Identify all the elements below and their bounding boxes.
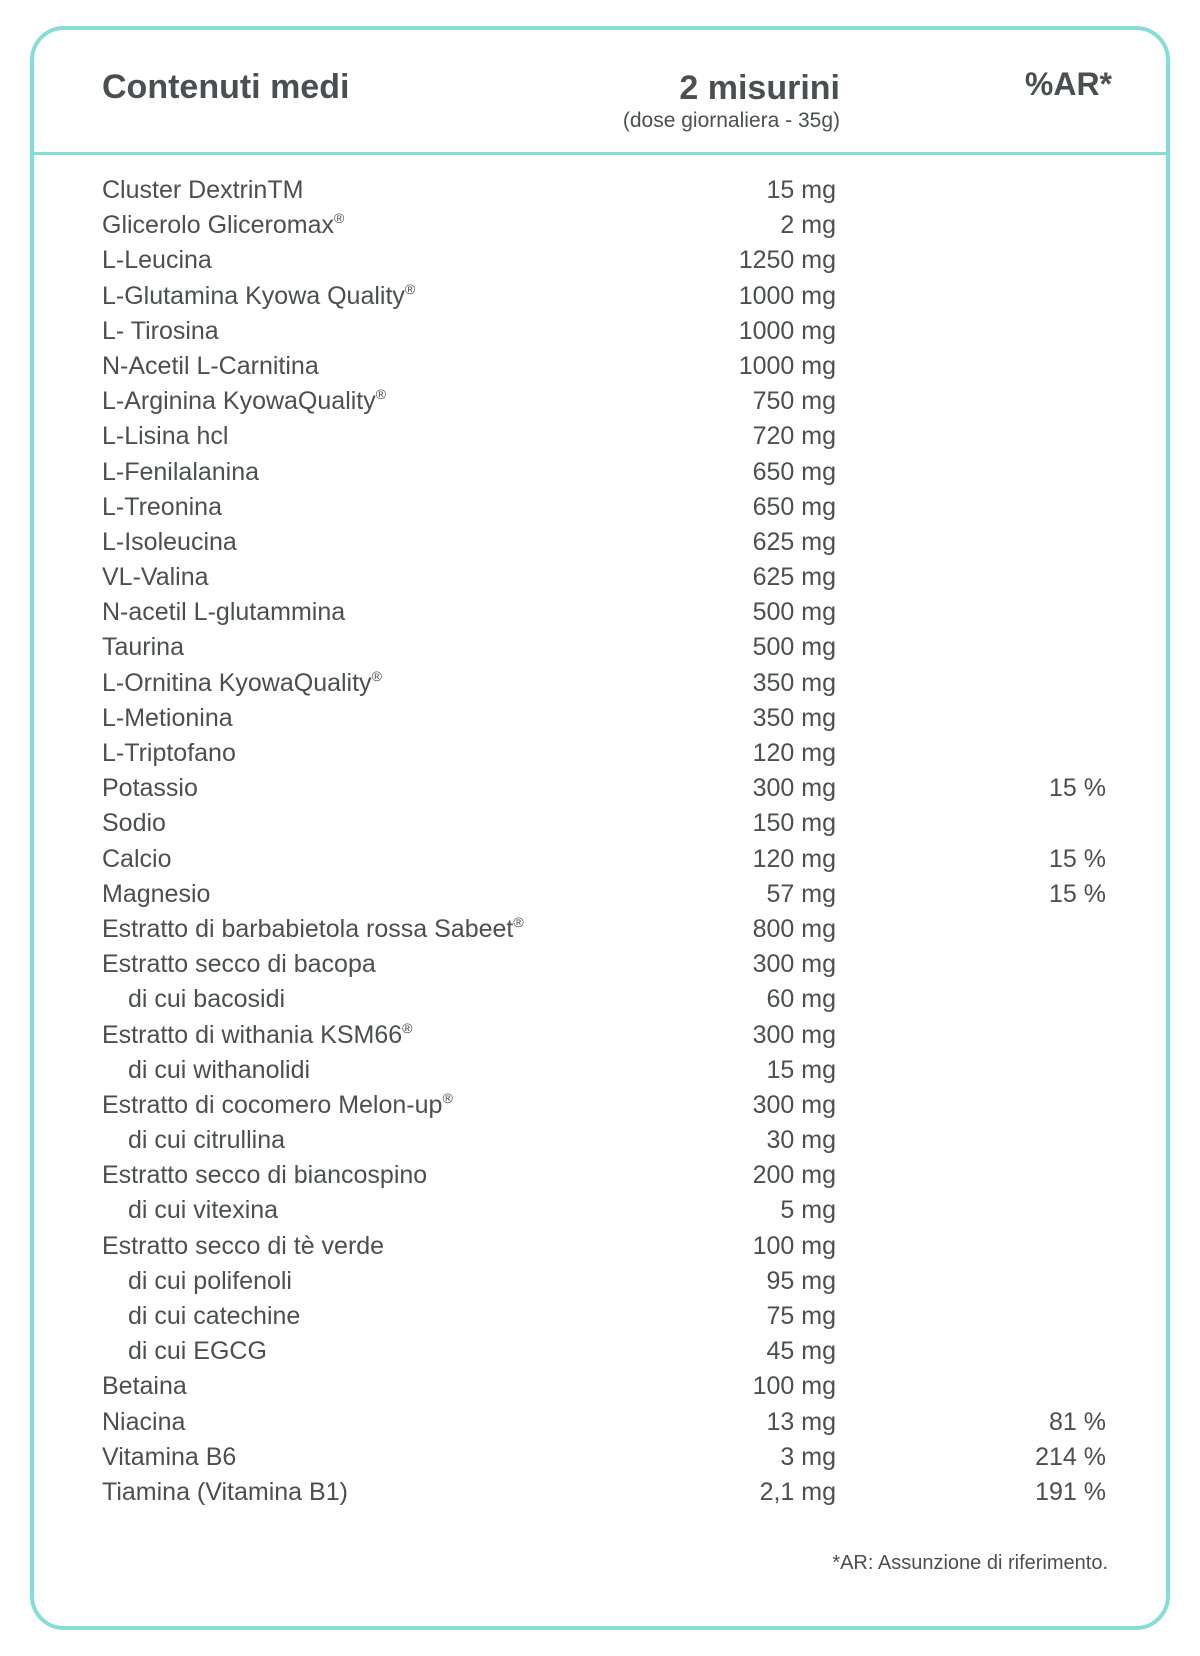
table-row bbox=[34, 630, 1166, 665]
ingredient-ar: 214 % bbox=[1035, 1442, 1106, 1471]
ingredient-ar: 81 % bbox=[1049, 1407, 1106, 1436]
table-row bbox=[34, 349, 1166, 384]
ingredient-name-text: L-Isoleucina bbox=[102, 527, 237, 556]
ingredient-name-text: L-Arginina KyowaQuality bbox=[102, 387, 376, 416]
ingredient-ar: 15 % bbox=[1049, 844, 1106, 873]
ingredient-amount: 200 mg bbox=[752, 1161, 836, 1190]
ingredient-amount: 120 mg bbox=[752, 739, 836, 767]
table-row bbox=[34, 806, 1166, 841]
ingredient-amount: 500 mg bbox=[752, 598, 836, 627]
ingredient-ar: 191 % bbox=[1035, 1477, 1106, 1506]
table-row bbox=[34, 771, 1166, 806]
ingredient-amount: 1000 mg bbox=[738, 351, 836, 380]
nutrition-table-panel bbox=[30, 26, 1170, 1630]
registered-mark: ® bbox=[513, 913, 524, 930]
ingredient-amount: 720 mg bbox=[752, 422, 836, 451]
registered-mark: ® bbox=[371, 667, 382, 684]
table-body bbox=[34, 173, 1166, 1510]
ingredient-name bbox=[102, 630, 184, 665]
ingredient-amount: 75 mg bbox=[766, 1302, 836, 1330]
ingredient-amount: 15 mg bbox=[766, 176, 836, 204]
ingredient-name bbox=[102, 208, 344, 243]
ingredient-name-text: L-Lisina hcl bbox=[102, 422, 229, 451]
ingredient-name-text: di cui EGCG bbox=[128, 1337, 267, 1366]
ingredient-amount: 350 mg bbox=[752, 703, 836, 732]
registered-mark: ® bbox=[404, 280, 416, 297]
table-row bbox=[34, 1440, 1166, 1475]
table-row bbox=[34, 455, 1166, 490]
ingredient-amount: 350 mg bbox=[752, 668, 836, 697]
table-row bbox=[34, 842, 1166, 877]
footnote: *AR: Assunzione di riferimento. bbox=[832, 1552, 1108, 1574]
table-row bbox=[34, 1158, 1166, 1193]
ingredient-amount: 2 mg bbox=[780, 211, 836, 240]
ingredient-name bbox=[128, 1193, 278, 1228]
table-row bbox=[34, 1229, 1166, 1264]
ingredient-name bbox=[128, 1053, 310, 1088]
table-row bbox=[34, 525, 1166, 560]
ingredient-name bbox=[128, 1299, 300, 1334]
table-row bbox=[34, 1405, 1166, 1440]
ingredient-amount: 1000 mg bbox=[738, 281, 836, 310]
ingredient-amount: 100 mg bbox=[752, 1231, 836, 1260]
header-amount-label: 2 misurini bbox=[679, 69, 840, 107]
ingredient-ar: 15 % bbox=[1049, 879, 1106, 908]
ingredient-name bbox=[102, 314, 219, 349]
ingredient-ar: 15 % bbox=[1049, 774, 1106, 803]
table-row bbox=[34, 1334, 1166, 1369]
ingredient-name-text: L- Tirosina bbox=[102, 316, 219, 345]
ingredient-amount: 500 mg bbox=[752, 633, 836, 662]
ingredient-name-text: L-Leucina bbox=[102, 246, 212, 275]
registered-mark: ® bbox=[375, 386, 387, 403]
table-row bbox=[34, 490, 1166, 525]
ingredient-name bbox=[102, 1405, 185, 1440]
table-row bbox=[34, 982, 1166, 1017]
table-row bbox=[34, 243, 1166, 278]
table-row bbox=[34, 384, 1166, 419]
table-row bbox=[34, 1299, 1166, 1334]
ingredient-name-text: N-Acetil L-Carnitina bbox=[102, 351, 319, 380]
ingredient-name-text: Cluster DextrinTM bbox=[102, 176, 304, 204]
table-row bbox=[34, 1475, 1166, 1510]
ingredient-name bbox=[102, 1369, 187, 1404]
table-row bbox=[34, 1264, 1166, 1299]
ingredient-name-text: Potassio bbox=[102, 774, 198, 803]
ingredient-name bbox=[102, 243, 212, 278]
ingredient-amount: 800 mg bbox=[752, 914, 836, 943]
ingredient-name-text: L-Glutamina Kyowa Quality bbox=[102, 281, 405, 310]
ingredient-name bbox=[102, 384, 386, 419]
ingredient-amount: 57 mg bbox=[766, 879, 836, 908]
registered-mark: ® bbox=[334, 210, 345, 227]
ingredient-name bbox=[102, 877, 210, 912]
ingredient-name bbox=[102, 1018, 412, 1053]
ingredient-amount: 750 mg bbox=[752, 387, 836, 416]
ingredient-amount: 650 mg bbox=[752, 457, 836, 486]
ingredient-amount: 300 mg bbox=[752, 950, 836, 979]
ingredient-name bbox=[102, 595, 345, 630]
ingredient-name-text: di cui bacosidi bbox=[128, 985, 286, 1014]
header-amount bbox=[623, 68, 840, 134]
ingredient-amount: 3 mg bbox=[780, 1442, 836, 1471]
table-row bbox=[34, 314, 1166, 349]
ingredient-amount: 30 mg bbox=[766, 1126, 836, 1155]
ingredient-amount: 45 mg bbox=[766, 1337, 836, 1366]
table-row bbox=[34, 736, 1166, 771]
ingredient-amount: 1000 mg bbox=[738, 316, 836, 345]
ingredient-name bbox=[128, 1334, 267, 1369]
table-row bbox=[34, 701, 1166, 736]
ingredient-name-text: Glicerolo Gliceromax bbox=[102, 211, 335, 240]
ingredient-name-text: di cui vitexina bbox=[128, 1196, 279, 1225]
ingredient-name bbox=[102, 842, 171, 877]
ingredient-name bbox=[128, 982, 285, 1017]
table-row bbox=[34, 912, 1166, 947]
table-row bbox=[34, 1123, 1166, 1158]
ingredient-amount: 300 mg bbox=[752, 774, 836, 803]
ingredient-name bbox=[102, 1475, 348, 1510]
ingredient-name-text: Betaina bbox=[102, 1372, 187, 1401]
ingredient-name-text: Estratto di barbabietola rossa Sabeet bbox=[102, 914, 514, 943]
ingredient-name-text: Calcio bbox=[102, 844, 172, 873]
ingredient-amount: 95 mg bbox=[766, 1266, 836, 1295]
ingredient-name bbox=[102, 455, 259, 490]
ingredient-name-text: Magnesio bbox=[102, 879, 211, 908]
header-contents-label: Contenuti medi bbox=[102, 68, 350, 106]
ingredient-name-text: Estratto di withania KSM66 bbox=[102, 1020, 403, 1049]
ingredient-amount: 300 mg bbox=[752, 1020, 836, 1049]
ingredient-amount: 300 mg bbox=[752, 1090, 836, 1119]
ingredient-name bbox=[102, 666, 382, 701]
ingredient-name bbox=[102, 419, 228, 454]
ingredient-name-text: VL-Valina bbox=[102, 563, 209, 592]
ingredient-name bbox=[102, 912, 524, 947]
ingredient-amount: 625 mg bbox=[752, 563, 836, 592]
ingredient-name bbox=[102, 173, 303, 208]
ingredient-name-text: Estratto secco di bacopa bbox=[102, 950, 376, 979]
header-amount-sublabel: (dose giornaliera - 35g) bbox=[622, 109, 840, 132]
ingredient-amount: 1250 mg bbox=[738, 246, 836, 275]
ingredient-amount: 650 mg bbox=[752, 492, 836, 521]
ingredient-name-text: di cui citrullina bbox=[128, 1126, 286, 1155]
ingredient-name-text: L-Triptofano bbox=[102, 739, 236, 767]
ingredient-name-text: Niacina bbox=[102, 1407, 186, 1436]
ingredient-name bbox=[102, 279, 415, 314]
header-ar-label: %AR* bbox=[1024, 66, 1112, 102]
ingredient-name bbox=[102, 1440, 236, 1475]
ingredient-amount: 100 mg bbox=[752, 1372, 836, 1401]
registered-mark: ® bbox=[402, 1019, 413, 1036]
ingredient-amount: 150 mg bbox=[752, 809, 836, 838]
table-row bbox=[34, 595, 1166, 630]
ingredient-name-text: Tiamina (Vitamina B1) bbox=[102, 1477, 348, 1506]
ingredient-name bbox=[102, 1229, 384, 1264]
ingredient-name-text: Estratto secco di biancospino bbox=[102, 1161, 428, 1190]
ingredient-name bbox=[102, 701, 233, 736]
ingredient-name bbox=[102, 1158, 427, 1193]
ingredient-name-text: Estratto secco di tè verde bbox=[102, 1231, 385, 1260]
ingredient-name-text: Sodio bbox=[102, 809, 166, 838]
ingredient-amount: 5 mg bbox=[780, 1196, 836, 1225]
ingredient-amount: 15 mg bbox=[766, 1055, 836, 1084]
table-row bbox=[34, 1018, 1166, 1053]
ingredient-name bbox=[128, 1264, 292, 1299]
table-row bbox=[34, 1053, 1166, 1088]
ingredient-name-text: di cui polifenoli bbox=[128, 1266, 292, 1295]
ingredient-amount: 120 mg bbox=[752, 844, 836, 873]
ingredient-name-text: di cui catechine bbox=[128, 1302, 301, 1330]
ingredient-name-text: N-acetil L-glutammina bbox=[102, 598, 346, 627]
ingredient-name-text: Estratto di cocomero Melon-up bbox=[102, 1090, 443, 1119]
table-row bbox=[34, 279, 1166, 314]
table-row bbox=[34, 666, 1166, 701]
ingredient-name bbox=[102, 771, 198, 806]
table-row bbox=[34, 877, 1166, 912]
table-row bbox=[34, 419, 1166, 454]
ingredient-name-text: Vitamina B6 bbox=[102, 1442, 237, 1471]
table-row bbox=[34, 1193, 1166, 1228]
table-row bbox=[34, 208, 1166, 243]
table-header bbox=[34, 30, 1166, 155]
ingredient-name bbox=[102, 560, 209, 595]
ingredient-name bbox=[102, 806, 166, 841]
table-row bbox=[34, 560, 1166, 595]
ingredient-name bbox=[102, 525, 237, 560]
ingredient-amount: 13 mg bbox=[766, 1407, 836, 1436]
ingredient-name bbox=[128, 1123, 285, 1158]
ingredient-name-text: L-Ornitina KyowaQuality bbox=[102, 668, 372, 697]
ingredient-name-text: L-Treonina bbox=[102, 492, 222, 521]
ingredient-name-text: L-Fenilalanina bbox=[102, 457, 260, 486]
ingredient-name-text: di cui withanolidi bbox=[128, 1055, 311, 1084]
ingredient-name bbox=[102, 736, 236, 771]
ingredient-amount: 2,1 mg bbox=[759, 1477, 836, 1506]
ingredient-name bbox=[102, 947, 376, 982]
registered-mark: ® bbox=[442, 1089, 453, 1106]
table-row bbox=[34, 173, 1166, 208]
ingredient-name-text: L-Metionina bbox=[102, 703, 233, 732]
ingredient-name bbox=[102, 349, 319, 384]
table-row bbox=[34, 1088, 1166, 1123]
ingredient-amount: 625 mg bbox=[752, 527, 836, 556]
ingredient-name-text: Taurina bbox=[102, 633, 184, 662]
table-row bbox=[34, 1369, 1166, 1404]
ingredient-amount: 60 mg bbox=[766, 985, 836, 1014]
table-row bbox=[34, 947, 1166, 982]
ingredient-name bbox=[102, 1088, 453, 1123]
ingredient-name bbox=[102, 490, 222, 525]
